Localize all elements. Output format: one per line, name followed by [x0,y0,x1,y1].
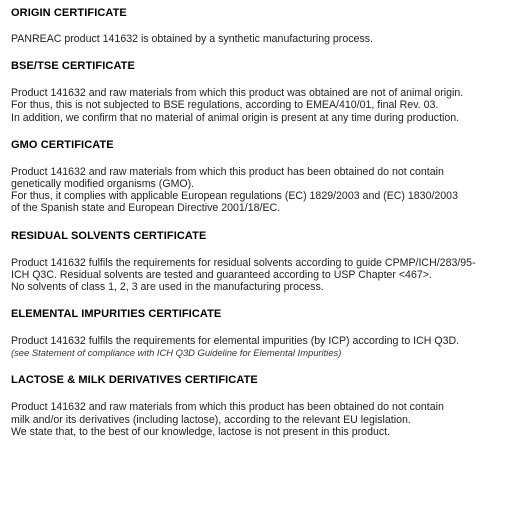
certificate-document [11,6,521,438]
origin-certificate-section [11,6,521,45]
body-line: of the Spanish state and European Directive 2001/18/EC. [11,202,281,215]
section-heading: RESIDUAL SOLVENTS CERTIFICATE [11,229,207,242]
body-line: In addition, we confirm that no material of animal origin is present at any time during production. [11,111,460,124]
body-line: Product 141632 and raw materials from which this product has been obtained do not contain [11,401,444,414]
body-line: ICH Q3C. Residual solvents are tested and guaranteed according to USP Chapter <467>. [11,268,432,281]
section-heading: GMO CERTIFICATE [11,138,114,151]
body-line: For thus, this is not subjected to BSE regulations, according to EMEA/410/01, final Rev. 03. [11,99,439,112]
residual-solvents-certificate-section [11,229,521,294]
body-line: Product 141632 fulfils the requirements for elemental impurities (by ICP) according to ICH Q3D. [11,335,460,348]
body-line: Product 141632 and raw materials from which this product was obtained are not of animal origin. [11,87,464,100]
section-body [11,401,521,438]
section-heading: ORIGIN CERTIFICATE [11,7,127,19]
body-line: milk and/or its derivatives (including lactose), according to the relevant EU legislation. [11,413,411,426]
section-heading: ELEMENTAL IMPURITIES CERTIFICATE [11,308,222,321]
body-line: genetically modified organisms (GMO). [11,178,195,191]
body-line: No solvents of class 1, 2, 3 are used in the manufacturing process. [11,281,324,294]
body-line: PANREAC product 141632 is obtained by a synthetic manufacturing process. [11,33,373,45]
body-line: We state that, to the best of our knowledge, lactose is not present in this product. [11,425,391,438]
bse-tse-certificate-section [11,59,521,124]
section-heading: BSE/TSE CERTIFICATE [11,60,135,73]
elemental-impurities-certificate-section [11,307,521,359]
compliance-note: (see Statement of compliance with ICH Q3D Guideline for Elemental Impurities) [11,347,342,359]
gmo-certificate-section [11,138,521,215]
section-body [11,33,521,45]
section-heading: LACTOSE & MILK DERIVATIVES CERTIFICATE [11,374,258,387]
body-line: Product 141632 and raw materials from which this product has been obtained do not contain [11,165,444,178]
body-line: For thus, it complies with applicable European regulations (EC) 1829/2003 and (EC) 1830/2003 [11,190,458,203]
body-line: Product 141632 fulfils the requirements for residual solvents according to guide CPMP/ICH/283/95- [11,256,476,269]
section-body [11,335,521,359]
section-body [11,87,521,124]
section-body [11,166,521,215]
section-body [11,257,521,294]
lactose-milk-derivatives-certificate-section [11,373,521,438]
